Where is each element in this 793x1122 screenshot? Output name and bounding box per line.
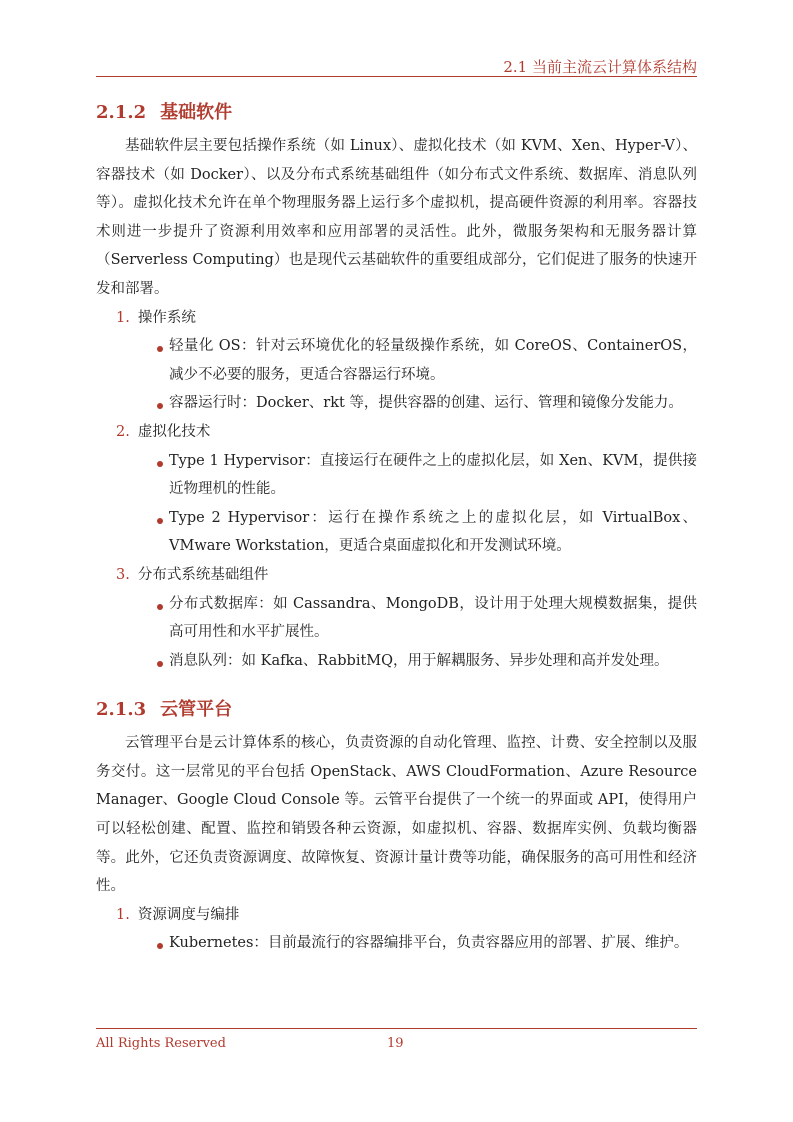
section-title: 基础软件 xyxy=(160,102,233,123)
list-item-number: 2. xyxy=(116,423,130,440)
bullet-dot-icon xyxy=(157,403,163,409)
header-rule xyxy=(96,76,697,77)
list-item-heading xyxy=(96,304,697,333)
bullet-item xyxy=(96,447,697,504)
bullet-item xyxy=(96,504,697,561)
enumerated-list xyxy=(96,304,697,676)
section-2-1-2 xyxy=(96,98,697,675)
enumerated-list xyxy=(96,901,697,958)
section-number: 2.1.2 xyxy=(96,102,147,123)
bullet-text: Kubernetes：目前最流行的容器编排平台，负责容器应用的部署、扩展、维护。 xyxy=(169,935,689,952)
bullet-item xyxy=(96,590,697,647)
bullet-item xyxy=(96,647,697,676)
bullet-list xyxy=(96,332,697,418)
bullet-text: 容器运行时：Docker、rkt 等，提供容器的创建、运行、管理和镜像分发能力。 xyxy=(169,395,683,412)
page-content xyxy=(96,98,697,958)
list-item-number: 3. xyxy=(116,566,130,583)
bullet-list xyxy=(96,590,697,676)
bullet-dot-icon xyxy=(157,943,163,949)
bullet-text: Type 1 Hypervisor：直接运行在硬件之上的虚拟化层，如 Xen、KVM，提供接近物理机的性能。 xyxy=(169,452,697,498)
section-spacer xyxy=(96,675,697,695)
bullet-text: Type 2 Hypervisor：运行在操作系统之上的虚拟化层，如 VirtualBox、VMware Workstation，更适合桌面虚拟化和开发测试环境。 xyxy=(169,509,697,555)
running-header xyxy=(96,56,697,78)
list-item-os xyxy=(96,304,697,418)
list-item-heading xyxy=(96,561,697,590)
section-number: 2.1.3 xyxy=(96,699,147,721)
bullet-list xyxy=(96,447,697,561)
section-heading xyxy=(96,98,697,132)
bullet-text: 轻量化 OS：针对云环境优化的轻量级操作系统，如 CoreOS、ContainerOS，减少不必要的服务，更适合容器运行环境。 xyxy=(169,338,697,383)
list-item-heading xyxy=(96,418,697,447)
list-item-scheduling xyxy=(96,901,697,958)
running-title: 2.1 当前主流云计算体系结构 xyxy=(503,58,697,76)
section-intro-paragraph: 基础软件层主要包括操作系统（如 Linux）、虚拟化技术（如 KVM、Xen、Hyper-V）、容器技术（如 Docker）、以及分布式系统基础组件（如分布式文件系统、数据库、消息队列等）。虚拟化技术允许在单个物理服务器上运行多个虚拟机，提高硬件资源的利用率。容器技术则进一步提升了资源利用效率和应用部署的灵活性。此外，微服务架构和无服务器计算（Serverless Computing）也是现代云基础软件的重要组成部分，它们促进了服务的快速开发和部署。 xyxy=(96,138,697,297)
list-item-label: 虚拟化技术 xyxy=(137,423,211,440)
bullet-dot-icon xyxy=(157,461,163,467)
bullet-list xyxy=(96,929,697,958)
list-item-distributed-components xyxy=(96,561,697,675)
section-heading xyxy=(96,695,697,729)
list-item-number: 1. xyxy=(116,309,130,326)
list-item-label: 资源调度与编排 xyxy=(137,906,240,923)
list-item-label: 分布式系统基础组件 xyxy=(137,566,269,583)
footer-rights: All Rights Reserved xyxy=(96,1036,226,1051)
bullet-text: 分布式数据库：如 Cassandra、MongoDB，设计用于处理大规模数据集，提供高可用性和水平扩展性。 xyxy=(169,595,697,641)
bullet-dot-icon xyxy=(157,346,163,352)
bullet-item xyxy=(96,929,697,958)
list-item-virtualization xyxy=(96,418,697,561)
list-item-label: 操作系统 xyxy=(137,309,196,326)
bullet-dot-icon xyxy=(157,604,163,610)
page-number: 19 xyxy=(387,1036,404,1051)
section-2-1-3 xyxy=(96,695,697,958)
bullet-item xyxy=(96,389,697,418)
footer-rule xyxy=(96,1028,697,1029)
bullet-text: 消息队列：如 Kafka、RabbitMQ，用于解耦服务、异步处理和高并发处理。 xyxy=(169,652,669,669)
list-item-number: 1. xyxy=(116,906,130,923)
bullet-dot-icon xyxy=(157,518,163,524)
section-intro-paragraph: 云管理平台是云计算体系的核心，负责资源的自动化管理、监控、计费、安全控制以及服务交付。这一层常见的平台包括 OpenStack、AWS CloudFormation、Azure Resource Manager、Google Cloud Console 等。云管平台提供了一个统一的界面或 API，使得用户可以轻松创建、配置、监控和销毁各种云资源，如虚拟机、容器、数据库实例、负载均衡器等。此外，它还负责资源调度、故障恢复、资源计量计费等功能，确保服务的高可用性和经济性。 xyxy=(96,735,697,895)
bullet-item xyxy=(96,332,697,389)
bullet-dot-icon xyxy=(157,661,163,667)
section-title: 云管平台 xyxy=(160,699,233,721)
list-item-heading xyxy=(96,901,697,930)
